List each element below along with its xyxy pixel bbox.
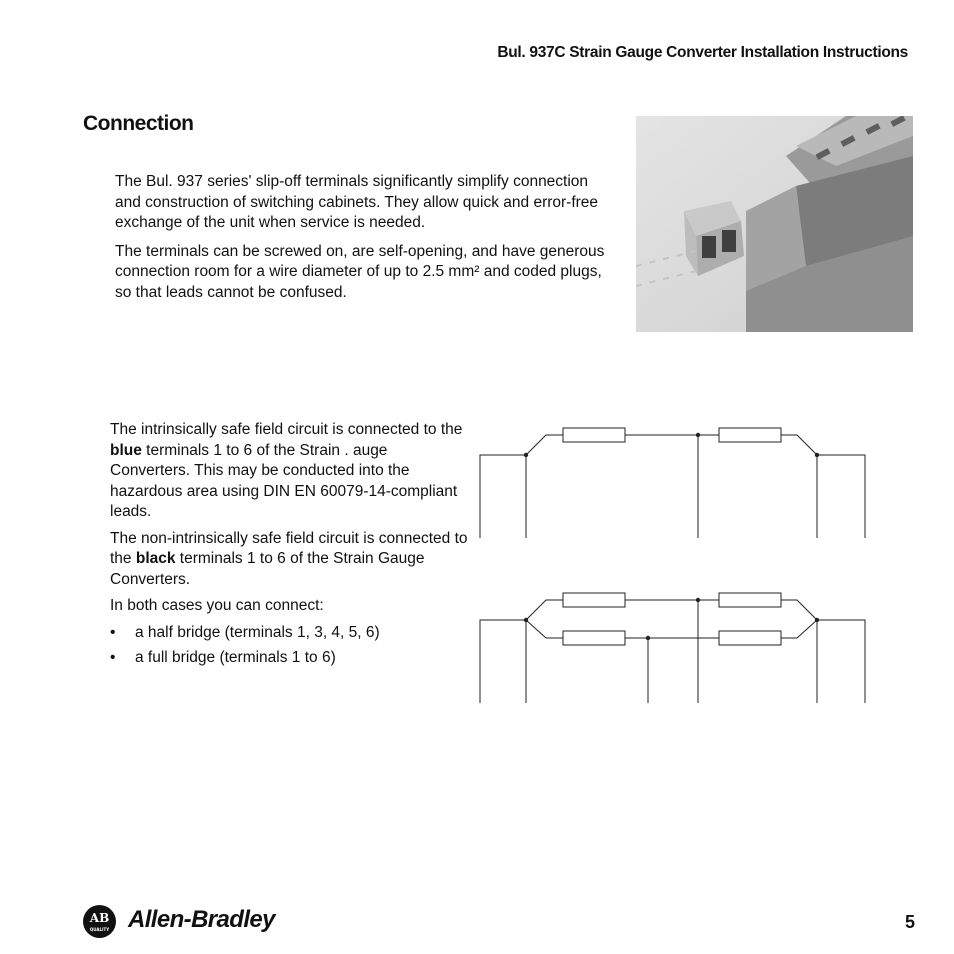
full-bridge-diagram xyxy=(480,593,865,703)
junction-dot xyxy=(646,636,650,640)
section-title: Connection xyxy=(83,112,194,135)
wiring-paragraph-3: In both cases you can connect: xyxy=(110,597,324,614)
resistor-top-left xyxy=(563,428,625,442)
resistor-r1 xyxy=(563,593,625,607)
running-header: Bul. 937C Strain Gauge Converter Installation Instructions xyxy=(497,44,908,61)
allen-bradley-logo-icon xyxy=(83,905,116,938)
blue-emphasis: blue xyxy=(110,441,142,459)
wiring-paragraph-1 xyxy=(110,420,470,523)
resistor-r2 xyxy=(563,631,625,645)
resistor-top-right xyxy=(719,428,781,442)
black-emphasis: black xyxy=(135,550,176,567)
junction-dot xyxy=(696,433,700,437)
half-bridge-option: a half bridge (terminals 1, 3, 4, 5, 6) xyxy=(135,623,380,641)
bullet-icon: • xyxy=(110,649,116,666)
page-number: 5 xyxy=(904,912,915,932)
junction-dot xyxy=(696,598,700,602)
bridge-diagrams-svg xyxy=(470,400,890,720)
junction-dot xyxy=(524,453,528,457)
resistor-r3 xyxy=(719,593,781,607)
brand-name: Allen-Bradley xyxy=(128,906,275,933)
list-item xyxy=(110,623,470,644)
wiring-p1-text: The intrinsically safe field circuit is connected to the xyxy=(110,421,463,438)
wiring-p2-text-end: terminals 1 to 6 of the Strain Gauge Converters. xyxy=(110,550,425,588)
terminal-block-photo xyxy=(636,116,913,332)
bridge-options-list xyxy=(110,623,470,669)
intro-text xyxy=(115,172,615,311)
logo-badge-subtext: QUALITY xyxy=(89,927,110,932)
bullet-icon: • xyxy=(110,623,116,641)
intro-paragraph-2: The terminals can be screwed on, are self-opening, and have generous connection room for a wire diameter of up to 2.5 mm² and coded plugs, so that leads cannot be confused. xyxy=(115,242,605,301)
wiring-instructions xyxy=(110,420,470,674)
full-bridge-option: a full bridge (terminals 1 to 6) xyxy=(135,649,336,666)
wiring-p2-text: The non-intrinsically safe field circuit is connected to the xyxy=(110,529,468,567)
logo-badge-text: AB xyxy=(89,911,110,925)
junction-dot xyxy=(815,453,819,457)
list-item xyxy=(110,648,470,669)
resistor-r4 xyxy=(719,631,781,645)
junction-dot xyxy=(524,618,528,622)
bridge-wiring-diagrams xyxy=(470,400,890,720)
wiring-p1-text-end: terminals 1 to 6 of the Strain . auge Converters. This may be conducted into the hazardous area using DIN EN 60079-14-compliant leads. xyxy=(110,441,458,520)
half-bridge-diagram xyxy=(480,428,865,538)
intro-paragraph-1: The Bul. 937 series' slip-off terminals significantly simplify connection and construction of switching cabinets. They allow quick and error-free exchange of the unit when service is needed. xyxy=(115,173,599,231)
terminal-block-illustration xyxy=(636,116,913,332)
junction-dot xyxy=(815,618,819,622)
wiring-paragraph-2 xyxy=(110,529,470,591)
